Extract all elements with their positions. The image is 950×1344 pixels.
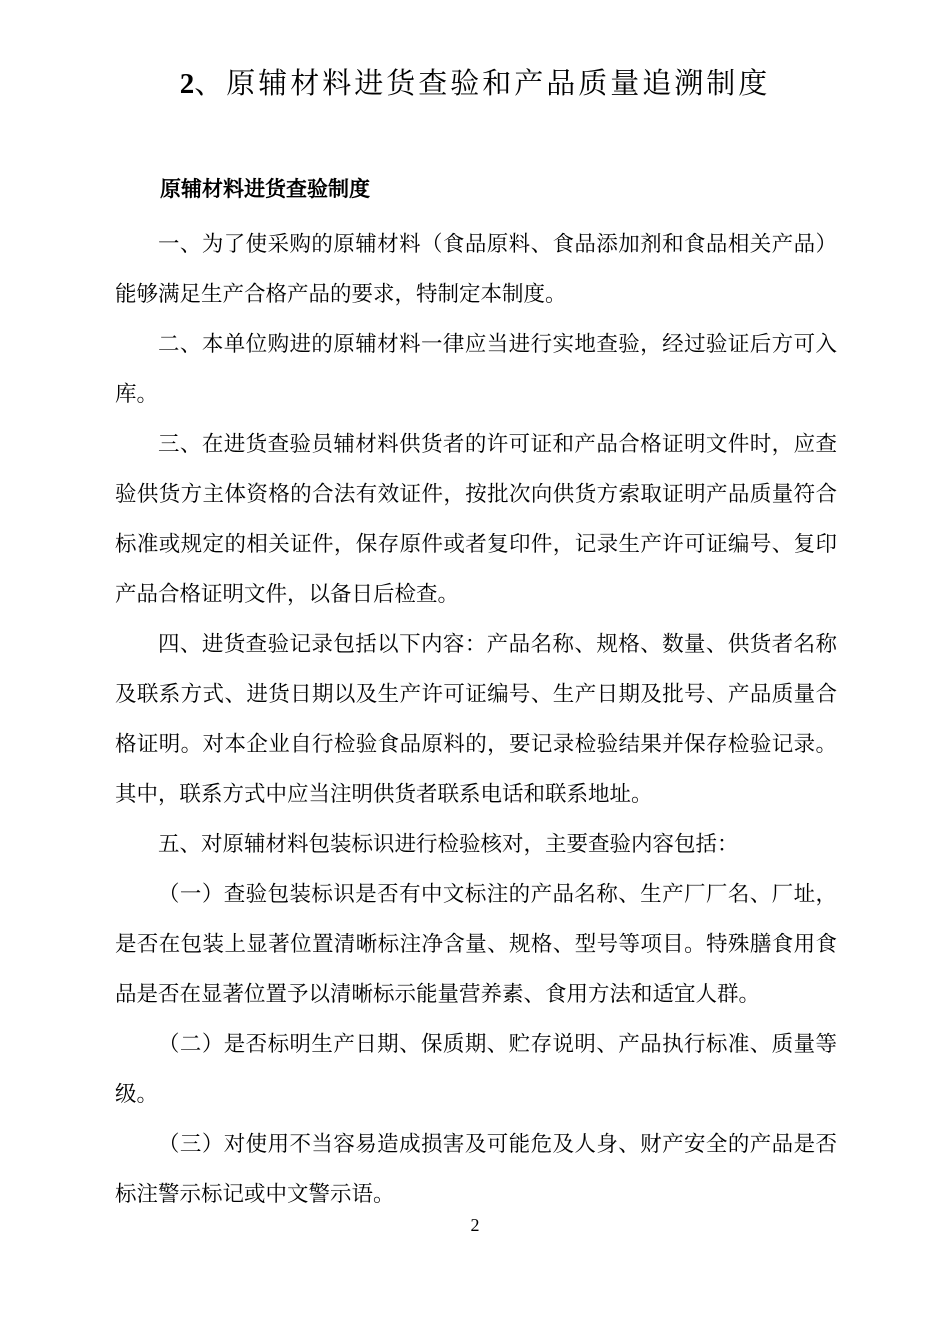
document-body	[115, 220, 837, 1220]
paragraph-7: （二）是否标明生产日期、保质期、贮存说明、产品执行标准、质量等级。	[115, 1032, 837, 1107]
page-number: 2	[470, 1215, 480, 1235]
paragraph-3: 三、在进货查验员辅材料供货者的许可证和产品合格证明文件时，应查验供货方主体资格的合法有效证件，按批次向供货方索取证明产品质量符合标准或规定的相关证件，保存原件或者复印件，记录生产许可证编号、复印产品合格证明文件，以备日后检查。	[115, 432, 837, 607]
title-text: 、原辅材料进货查验和产品质量追溯制度	[194, 66, 771, 100]
paragraph-1: 一、为了使采购的原辅材料（食品原料、食品添加剂和食品相关产品）能够满足生产合格产品的要求，特制定本制度。	[115, 232, 837, 307]
paragraph-6: （一）查验包装标识是否有中文标注的产品名称、生产厂厂名、厂址，是否在包装上显著位置清晰标注净含量、规格、型号等项目。特殊膳食用食品是否在显著位置予以清晰标示能量营养素、食用方法和适宜人群。	[115, 882, 837, 1007]
paragraph-4: 四、进货查验记录包括以下内容：产品名称、规格、数量、供货者名称及联系方式、进货日期以及生产许可证编号、生产日期及批号、产品质量合格证明。对本企业自行检验食品原料的，要记录检验结果并保存检验记录。其中，联系方式中应当注明供货者联系电话和联系地址。	[115, 632, 837, 807]
title-number: 2	[179, 68, 195, 100]
paragraph-8: （三）对使用不当容易造成损害及可能危及人身、财产安全的产品是否标注警示标记或中文警示语。	[115, 1132, 837, 1207]
section-heading: 原辅材料进货查验制度	[160, 177, 370, 201]
document-title	[0, 58, 950, 109]
paragraph-2: 二、本单位购进的原辅材料一律应当进行实地查验，经过验证后方可入库。	[115, 332, 837, 407]
paragraph-5: 五、对原辅材料包装标识进行检验核对，主要查验内容包括：	[158, 832, 739, 857]
